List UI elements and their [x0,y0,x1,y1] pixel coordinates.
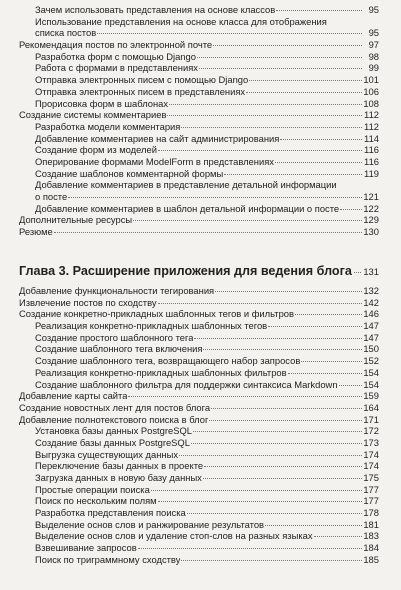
toc-entry-text: Создание форм из моделей [35,144,157,156]
toc-entry [0,121,401,133]
toc-entry-page: 174 [363,448,379,460]
toc-entry-page: 177 [363,483,379,495]
toc-entry-text: Создание простого шаблонного тега [35,331,194,343]
toc-entry-text: Создание базы данных PostgreSQL [35,436,190,448]
toc-entry-page: 116 [364,144,379,156]
chapter-heading [0,264,401,284]
toc-entry-text: Создание конкретно-прикладных шаблонных тегов и фильтров [19,308,294,320]
toc-entry [0,168,401,180]
toc-entry-page: 108 [363,97,379,109]
toc-entry-text: Извлечение постов по сходству [19,296,157,308]
toc-entry [0,308,401,320]
toc-entry [0,179,401,191]
toc-entry [0,542,401,554]
toc-entry-page: 174 [363,460,379,472]
toc-entry-text: Создание шаблонного тега включения [35,343,203,355]
toc-entry-text: Простые операции поиска [35,483,150,495]
toc-entry-page: 112 [364,120,379,132]
toc-entry-text: Разработка форм с помощью Django [35,50,196,62]
toc-entry-page: 98 [368,50,379,62]
toc-entry-page: 177 [363,495,379,507]
toc-entry [0,156,401,168]
toc-entry-page: 99 [368,62,379,74]
toc-entry [0,484,401,496]
toc-entry [0,16,401,28]
toc-entry-text: Разработка модели комментария [35,120,181,132]
toc-entry-page: 97 [368,39,379,51]
chapter-page: 131 [363,266,379,277]
toc-entry-page: 106 [363,85,379,97]
toc-entry [0,367,401,379]
toc-entry [0,507,401,519]
toc-entry [0,297,401,309]
toc-entry-text: Добавление функциональности тегирования [19,285,215,296]
toc-entry-page: 185 [363,553,379,565]
toc-entry [0,62,401,74]
toc-entry-text: Использование представления на основе класса для отображения [35,15,327,27]
toc-entry-page: 121 [363,191,379,202]
toc-entry-text: Добавление комментариев в шаблон детальной информации о посте [35,202,340,214]
toc-entry [0,402,401,414]
toc-entry-page: 116 [364,155,379,167]
toc-entry-page: 112 [364,109,379,121]
toc-entry-text: Выделение основ слов и удаление стоп-слов на разных языках [35,530,313,542]
toc-entry-page: 154 [363,378,379,390]
toc-entry-text: Резюме [19,226,53,238]
toc-entry-text: Прорисовка форм в шаблонах [35,97,169,109]
toc-entry [0,51,401,63]
toc-entry-page: 142 [363,296,379,308]
toc-entry-page: 172 [363,425,379,437]
toc-entry [0,554,401,566]
toc-entry [0,460,401,472]
toc-entry [0,144,401,156]
toc-entry [0,472,401,484]
toc-section-top [0,4,401,238]
toc-entry-text: Добавление полнотекстового поиска в блог [19,413,209,425]
toc-entry-page: 122 [363,202,379,214]
toc-entry [0,343,401,355]
toc-entry-text: Отправка электронных писем в представлениях [35,85,246,97]
toc-entry [0,495,401,507]
toc-entry-text: Добавление карты сайта [19,390,128,402]
toc-entry-page: 119 [364,167,379,179]
toc-entry [0,425,401,437]
toc-entry [0,74,401,86]
toc-entry [0,191,401,203]
toc-entry-page: 164 [363,401,379,413]
toc-entry-text: Создание системы комментариев [19,109,167,121]
toc-entry-text: Дополнительные ресурсы [19,214,133,226]
toc-entry [0,530,401,542]
toc-entry-text: Переключение базы данных в проекте [35,460,204,472]
toc-entry-text: Поиск по нескольким полям [35,495,157,507]
toc-entry-text: Выделение основ слов и ранжирование результатов [35,518,265,530]
toc-entry-text: Рекомендация постов по электронной почте [19,39,213,51]
toc-entry-page: 184 [363,542,379,554]
toc-entry-text: Создание шаблонного фильтра для поддержки синтаксиса Markdown [35,378,338,390]
toc-entry-page: 132 [363,285,379,296]
toc-entry-text: Реализация конкретно-прикладных шаблонных фильтров [35,366,287,378]
toc-entry [0,109,401,121]
toc-entry-page: 152 [363,355,379,367]
toc-entry [0,226,401,238]
toc-entry [0,133,401,145]
toc-entry [0,98,401,110]
toc-entry-page: 154 [363,366,379,378]
toc-entry-text: Работа с формами в представлениях [35,62,198,74]
toc-entry-page: 114 [364,132,379,144]
toc-entry-page: 175 [363,472,379,483]
toc-entry-text: Поиск по триграммному сходству [35,553,181,565]
toc-entry-text: Отправка электронных писем с помощью Django [35,74,249,86]
toc-entry [0,437,401,449]
toc-entry [0,86,401,98]
toc-section-bottom [0,285,401,566]
toc-entry-text: Создание шаблонного тега, возвращающего набор запросов [35,355,301,367]
toc-entry [0,390,401,402]
toc-entry-text: Взвешивание запросов [35,542,137,554]
toc-entry-text: Зачем использовать представления на основе классов [35,4,276,15]
toc-entry [0,414,401,426]
toc-entry-text: Оперирование формами ModelForm в представлениях [35,155,274,167]
toc-entry-text: о посте [35,191,68,202]
toc-entry-page: 147 [363,320,379,332]
toc-entry-text: Создание шаблонов комментарной формы [35,167,224,179]
toc-entry-text: Выгрузка существующих данных [35,448,179,460]
toc-entry-page: 150 [363,343,379,355]
toc-entry-text: Создание новостных лент для постов блога [19,401,211,413]
toc-entry-page: 147 [363,331,379,343]
toc-entry [0,449,401,461]
toc-entry-text: Добавление комментариев на сайт администрирования [35,132,280,144]
toc-entry-page: 178 [363,507,379,519]
toc-entry [0,285,401,297]
toc-entry [0,214,401,226]
toc-entry-page: 101 [363,74,379,86]
toc-entry [0,203,401,215]
toc-entry [0,27,401,39]
toc-entry-page: 183 [363,530,379,542]
toc-entry-page: 130 [363,226,379,238]
chapter-title: Глава 3. Расширение приложения для ведения блога [19,264,352,278]
toc-entry-text: Добавление комментариев в представление детальной информации [35,179,337,191]
toc-entry [0,355,401,367]
toc-entry-text: Загрузка данных в новую базу данных [35,472,202,483]
toc-entry-text: списка постов [35,27,97,39]
toc-entry-text: Установка базы данных PostgreSQL [35,425,192,437]
toc-entry-page: 129 [363,214,379,226]
toc-entry [0,320,401,332]
toc-entry [0,39,401,51]
toc-entry-page: 146 [363,308,379,320]
toc-entry-page: 95 [368,4,379,15]
toc-entry-page: 181 [363,518,379,530]
toc-entry-page: 173 [363,436,379,448]
toc-entry-text: Реализация конкретно-прикладных шаблонных тегов [35,320,268,332]
toc-entry [0,519,401,531]
toc-entry-page: 95 [368,27,379,39]
toc-entry-page: 171 [363,413,379,425]
toc-entry [0,332,401,344]
toc-entry [0,4,401,16]
toc-entry-text: Разработка представления поиска [35,507,186,519]
toc-entry [0,379,401,391]
toc-entry-page: 159 [363,390,379,402]
